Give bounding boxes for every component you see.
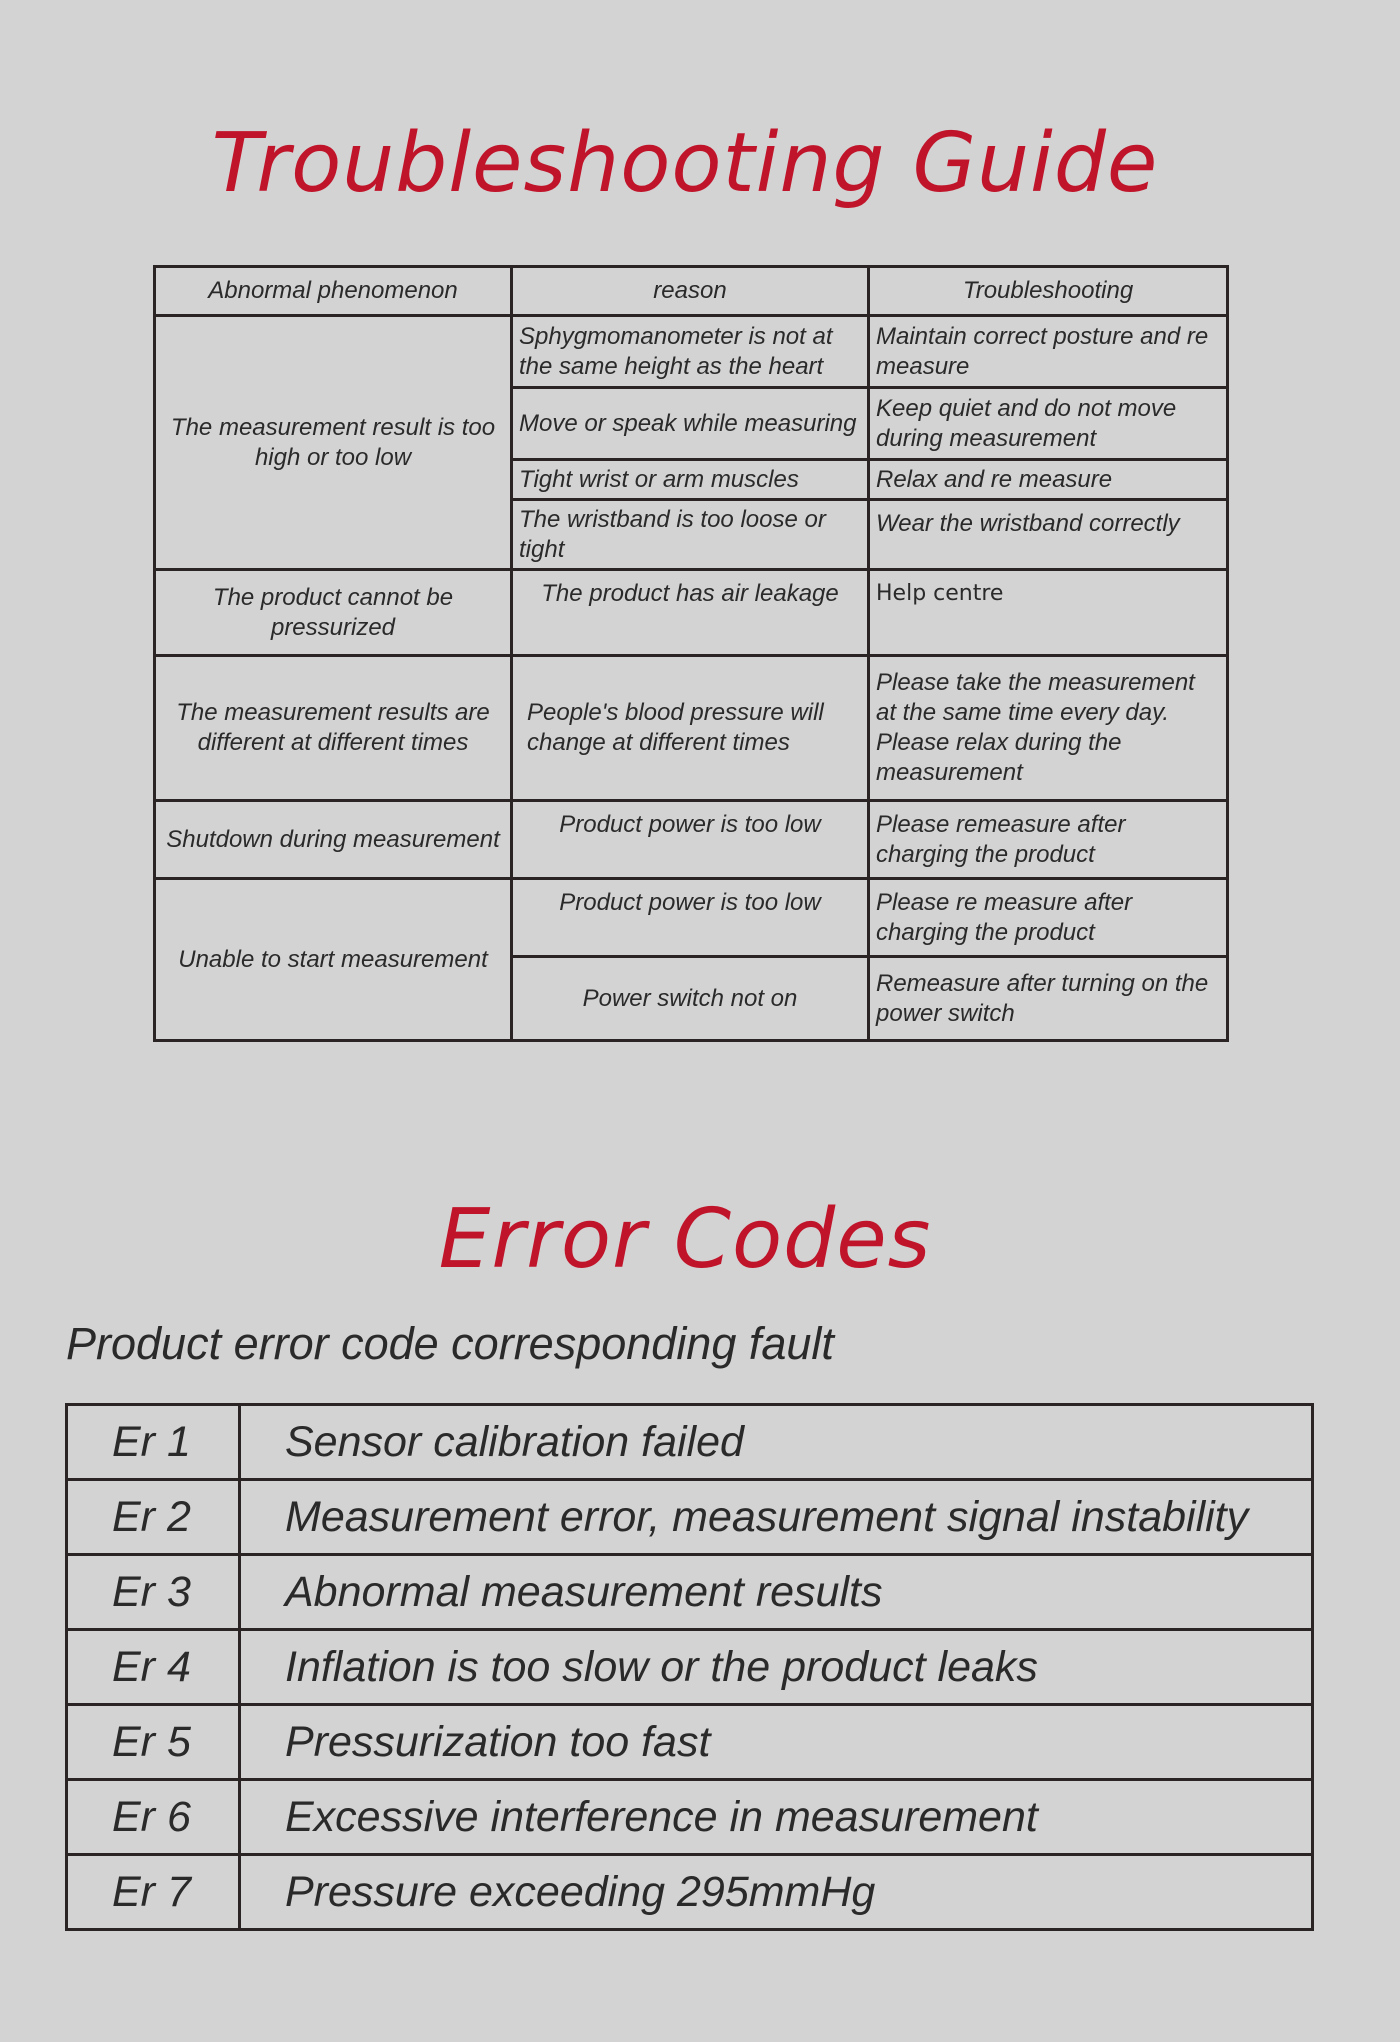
table-row <box>67 1780 1313 1855</box>
error-description: Abnormal measurement results <box>240 1555 1313 1630</box>
reason-cell: Tight wrist or arm muscles <box>512 460 869 500</box>
phenomenon-cell: The measurement result is too high or too low <box>155 316 512 570</box>
error-description: Inflation is too slow or the product leaks <box>240 1630 1313 1705</box>
table-row <box>67 1705 1313 1780</box>
fix-cell: Please re measure after charging the product <box>869 879 1228 957</box>
phenomenon-cell: Shutdown during measurement <box>155 801 512 879</box>
fix-cell: Remeasure after turning on the power switch <box>869 957 1228 1041</box>
error-code: Er 3 <box>67 1555 240 1630</box>
table-row <box>67 1855 1313 1930</box>
header-troubleshooting: Troubleshooting <box>869 267 1228 316</box>
phenomenon-cell: Unable to start measurement <box>155 879 512 1041</box>
error-code: Er 4 <box>67 1630 240 1705</box>
reason-cell: Product power is too low <box>512 801 869 879</box>
error-description: Pressure exceeding 295mmHg <box>240 1855 1313 1930</box>
table-header-row <box>155 267 1228 316</box>
reason-cell: Move or speak while measuring <box>512 388 869 460</box>
phenomenon-cell: The measurement results are different at different times <box>155 656 512 801</box>
fix-cell: Please remeasure after charging the product <box>869 801 1228 879</box>
error-codes-table <box>65 1403 1314 1931</box>
troubleshooting-table <box>153 265 1229 1042</box>
table-row <box>155 656 1228 801</box>
fix-cell: Help centre <box>869 570 1228 656</box>
fix-cell: Please take the measurement at the same time every day. Please relax during the measurement <box>869 656 1228 801</box>
fix-cell: Relax and re measure <box>869 460 1228 500</box>
error-code: Er 6 <box>67 1780 240 1855</box>
table-row <box>155 801 1228 879</box>
table-row <box>67 1405 1313 1480</box>
reason-cell: The wristband is too loose or tight <box>512 500 869 570</box>
reason-cell: People's blood pressure will change at different times <box>512 656 869 801</box>
header-reason: reason <box>512 267 869 316</box>
error-description: Measurement error, measurement signal instability <box>240 1480 1313 1555</box>
error-codes-title: Error Codes <box>438 1192 932 1287</box>
error-description: Excessive interference in measurement <box>240 1780 1313 1855</box>
table-row <box>155 570 1228 656</box>
fix-cell: Wear the wristband correctly <box>869 500 1228 570</box>
table-row <box>155 879 1228 957</box>
error-code: Er 1 <box>67 1405 240 1480</box>
troubleshooting-title: Troubleshooting Guide <box>211 116 1159 211</box>
table-row <box>67 1555 1313 1630</box>
reason-cell: Sphygmomanometer is not at the same height as the heart <box>512 316 869 388</box>
reason-cell: Product power is too low <box>512 879 869 957</box>
error-code: Er 7 <box>67 1855 240 1930</box>
reason-cell: Power switch not on <box>512 957 869 1041</box>
error-code: Er 2 <box>67 1480 240 1555</box>
error-description: Sensor calibration failed <box>240 1405 1313 1480</box>
error-code: Er 5 <box>67 1705 240 1780</box>
reason-cell: The product has air leakage <box>512 570 869 656</box>
header-phenomenon: Abnormal phenomenon <box>155 267 512 316</box>
fix-cell: Maintain correct posture and re measure <box>869 316 1228 388</box>
table-row <box>155 316 1228 388</box>
fix-cell: Keep quiet and do not move during measurement <box>869 388 1228 460</box>
table-row <box>67 1480 1313 1555</box>
error-description: Pressurization too fast <box>240 1705 1313 1780</box>
error-codes-subtitle: Product error code corresponding fault <box>66 1318 834 1369</box>
phenomenon-cell: The product cannot be pressurized <box>155 570 512 656</box>
table-row <box>67 1630 1313 1705</box>
